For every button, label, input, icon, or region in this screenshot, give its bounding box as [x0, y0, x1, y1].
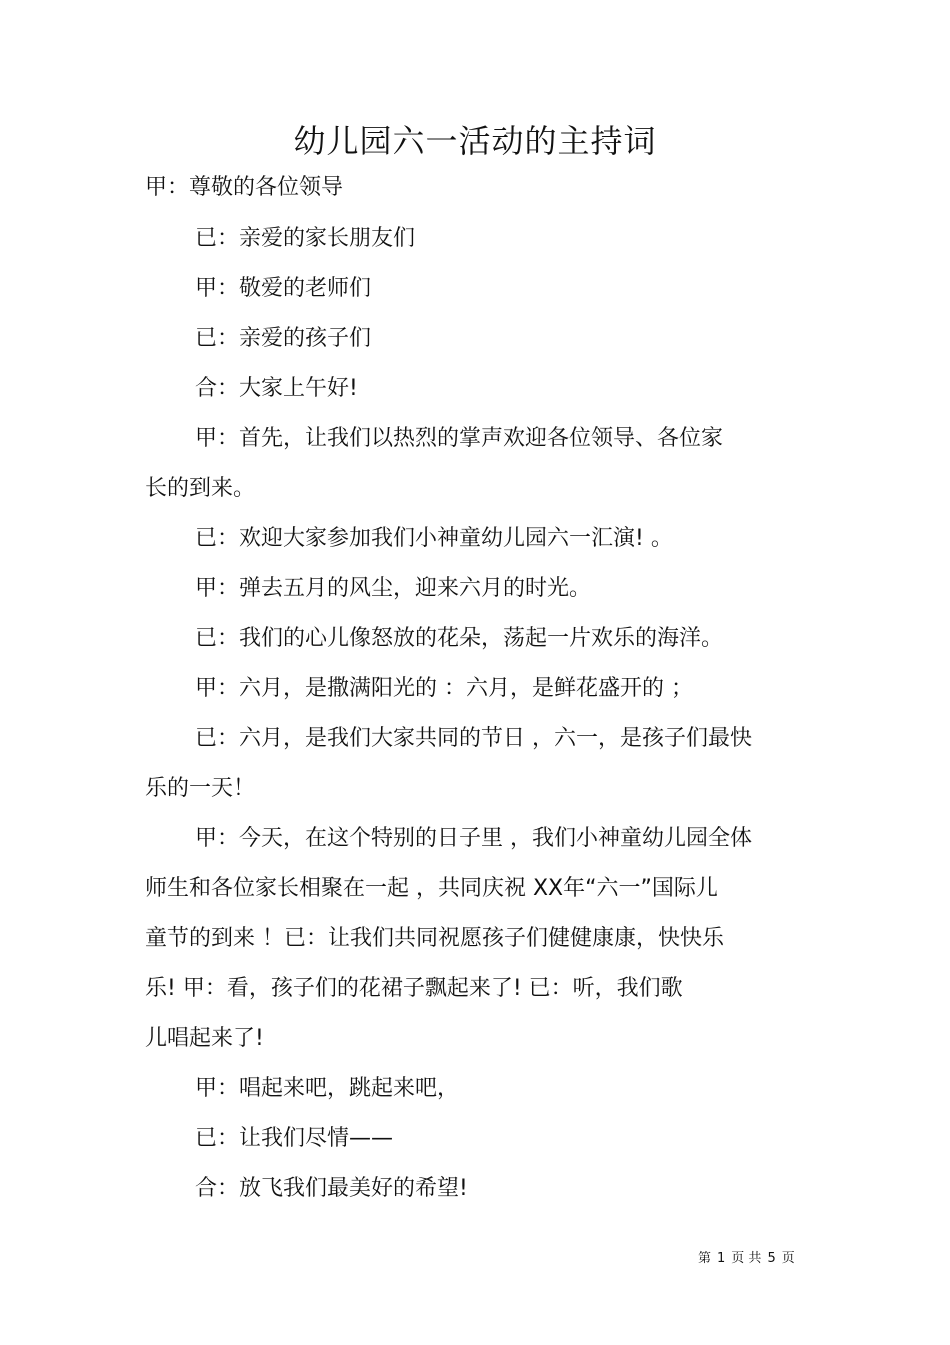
text-line: 甲：尊敬的各位领导 [145, 175, 344, 200]
text-line: 已：亲爱的家长朋友们 [195, 226, 416, 251]
current-page-number: 1 [717, 1251, 726, 1266]
document-title: 幼儿园六一活动的主持词 [293, 122, 657, 160]
text-line: 已：欢迎大家参加我们小神童幼儿园六一汇演! 。 [195, 526, 673, 551]
page-label-suffix: 页 [781, 1251, 795, 1266]
page-label-prefix: 第 [698, 1251, 712, 1266]
text-line: 已：六月，是我们大家共同的节日 ，六一，是孩子们最快 [195, 726, 752, 751]
text-line: 乐的一天！ [145, 776, 256, 801]
text-line: 合：放飞我们最美好的希望! [195, 1176, 468, 1201]
text-line: 童节的到来 ！已：让我们共同祝愿孩子们健健康康，快快乐 [145, 926, 724, 951]
text-line: 长的到来。 [145, 476, 256, 501]
text-line: 甲：弹去五月的风尘，迎来六月的时光。 [195, 576, 592, 601]
text-line: 已：让我们尽情—— [195, 1126, 394, 1151]
text-line: 甲：唱起来吧，跳起来吧， [195, 1076, 460, 1101]
page-label-mid: 页 共 [731, 1251, 762, 1266]
total-page-count: 5 [767, 1251, 776, 1266]
text-line: 乐! 甲：看，孩子们的花裙子飘起来了! 已：听，我们歌 [145, 976, 683, 1001]
page-footer [698, 1250, 801, 1268]
text-line: 甲：敬爱的老师们 [195, 276, 372, 301]
text-line: 甲：今天，在这个特别的日子里 ，我们小神童幼儿园全体 [195, 826, 752, 851]
text-line: 甲：首先，让我们以热烈的掌声欢迎各位领导、各位家 [195, 426, 724, 451]
text-line: 师生和各位家长相聚在一起 ，共同庆祝 XX年“六一”国际儿 [145, 876, 718, 901]
text-line: 已：亲爱的孩子们 [195, 326, 372, 351]
text-line: 儿唱起来了! [145, 1026, 264, 1051]
text-line: 甲：六月，是撒满阳光的 ：六月，是鲜花盛开的 ； [195, 676, 693, 701]
text-line: 合：大家上午好! [195, 376, 358, 401]
text-line: 已：我们的心儿像怒放的花朵，荡起一片欢乐的海洋。 [195, 626, 724, 651]
